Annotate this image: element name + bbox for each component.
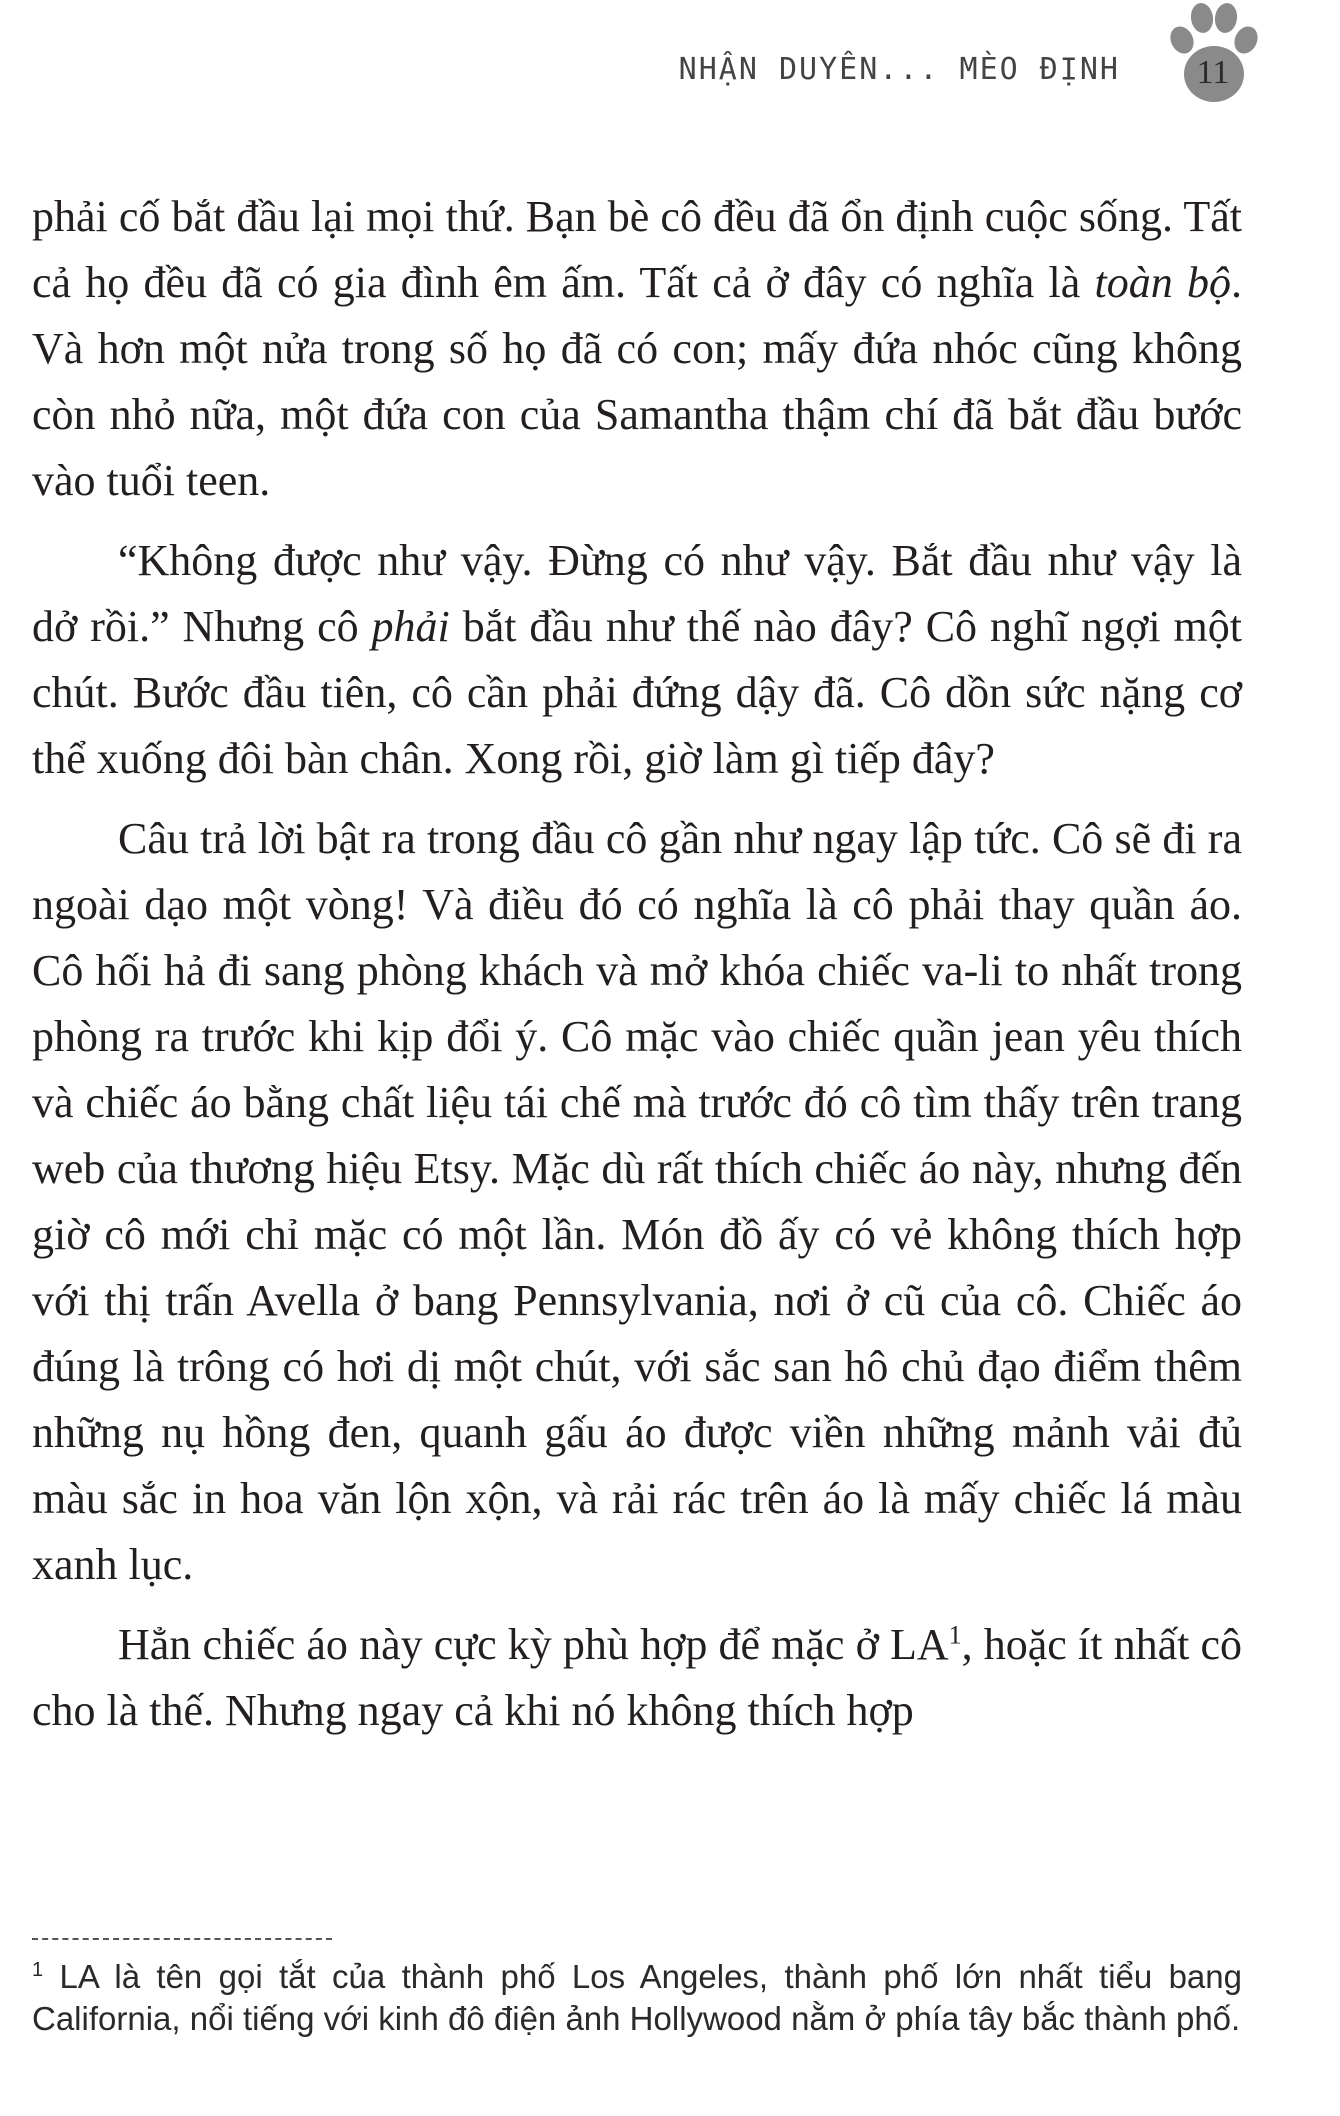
footnote-text: LA là tên gọi tắt của thành phố Los Angeles, thành phố lớn nhất tiểu bang California, nổi tiếng với kinh đô điện ảnh Hollywood nằm ở phía tây bắc thành phố. (32, 1958, 1242, 2037)
paragraph-2 (32, 528, 1242, 792)
paragraph-1-emphasis: toàn bộ (1094, 258, 1231, 307)
paragraph-4 (32, 1612, 1242, 1744)
footnote (32, 1956, 1242, 2040)
footnote-divider (32, 1938, 332, 1940)
body-text (32, 184, 1242, 1758)
paragraph-2-text: “Không được như vậy. Đừng có như vậy. Bắt đầu như vậy là dở rồi.” Nhưng cô (32, 536, 1242, 651)
page-header (0, 48, 1340, 128)
paragraph-4-text-rest: , hoặc ít nhất cô cho là thế. Nhưng ngay cả khi nó không thích hợp (32, 1620, 1242, 1735)
paragraph-2-text-rest: bắt đầu như thế nào đây? Cô nghĩ ngợi một chút. Bước đầu tiên, cô cần phải đứng dậy đã. Cô dồn sức nặng cơ thể xuống đôi bàn chân. Xong rồi, giờ làm gì tiếp đây? (32, 602, 1242, 783)
paragraph-1-text-rest: . Và hơn một nửa trong số họ đã có con; mấy đứa nhóc cũng không còn nhỏ nữa, một đứa con của Samantha thậm chí đã bắt đầu bước vào tuổi teen. (32, 258, 1242, 505)
paragraph-2-emphasis: phải (371, 602, 450, 651)
paragraph-4-text: Hẳn chiếc áo này cực kỳ phù hợp để mặc ở LA (118, 1620, 949, 1669)
paragraph-1-text: phải cố bắt đầu lại mọi thứ. Bạn bè cô đều đã ổn định cuộc sống. Tất cả họ đều đã có gia đình êm ấm. Tất cả ở đây có nghĩa là (32, 192, 1242, 307)
page-number: 11 (1196, 54, 1230, 91)
paragraph-3: Câu trả lời bật ra trong đầu cô gần như ngay lập tức. Cô sẽ đi ra ngoài dạo một vòng! Và điều đó có nghĩa là cô phải thay quần áo. Cô hối hả đi sang phòng khách và mở khóa chiếc va-li to nhất trong phòng ra trước khi kịp đổi ý. Cô mặc vào chiếc quần jean yêu thích và chiếc áo bằng chất liệu tái chế mà trước đó cô tìm thấy trên trang web của thương hiệu Etsy. Mặc dù rất thích chiếc áo này, nhưng đến giờ cô mới chỉ mặc có một lần. Món đồ ấy có vẻ không thích hợp với thị trấn Avella ở bang Pennsylvania, nơi ở cũ của cô. Chiếc áo đúng là trông có hơi dị một chút, với sắc san hô chủ đạo điểm thêm những nụ hồng đen, quanh gấu áo được viền những mảnh vải đủ màu sắc in hoa văn lộn xộn, và rải rác trên áo là mấy chiếc lá màu xanh lục. (32, 814, 1242, 1589)
footnote-marker: 1 (32, 1959, 44, 1981)
paragraph-1 (32, 184, 1242, 514)
footnote-reference: 1 (948, 1620, 962, 1650)
running-title: NHẬN DUYÊN... MÈO ĐỊNH (678, 52, 1120, 87)
